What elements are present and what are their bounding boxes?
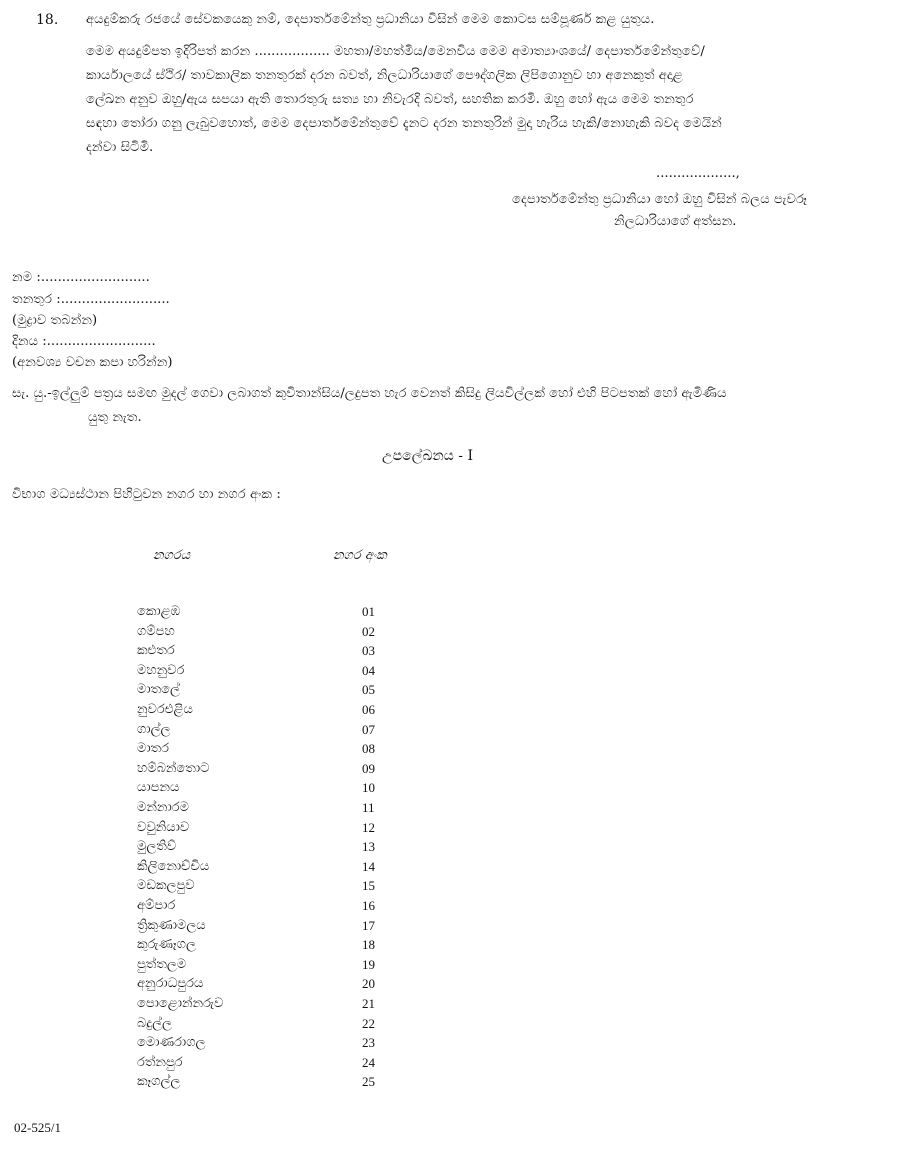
city-name: අනුරාධපුරය bbox=[137, 976, 204, 991]
signature-caption-2: නිලධාරියාගේ අත්සන. bbox=[614, 214, 737, 229]
footer-code: 02-525/1 bbox=[14, 1120, 61, 1135]
city-code: 06 bbox=[362, 702, 375, 717]
note-line-2: යුතු නැත. bbox=[88, 410, 142, 425]
seal-note: (මුද්‍රාව තබන්න) bbox=[12, 313, 98, 328]
centre-intro: විභාග මධ්‍යස්ථාන පිහිටුවන නගර හා නගර අංක : bbox=[12, 487, 281, 502]
city-name: රත්නපුර bbox=[137, 1055, 183, 1070]
city-code: 05 bbox=[362, 682, 375, 697]
city-code: 02 bbox=[362, 624, 375, 639]
city-name: කෑගල්ල bbox=[137, 1074, 181, 1089]
city-code: 08 bbox=[362, 741, 375, 756]
city-name: මඩකලපුව bbox=[137, 878, 195, 893]
city-name: කුරුණෑගල bbox=[137, 937, 196, 952]
city-code: 23 bbox=[362, 1035, 375, 1050]
designation-field: තනතුර :.......................... bbox=[12, 292, 170, 307]
city-name: මහනුවර bbox=[137, 663, 185, 678]
city-name: මොණරාගල bbox=[137, 1035, 206, 1050]
item18-line-5: දන්වා සිටිමි. bbox=[86, 140, 154, 155]
city-name: යාපනය bbox=[137, 780, 180, 795]
item18-intro: අයදුම්කරු රජයේ සේවකයෙකු නම්, දෙපාර්තමේන්තු ප්‍රධානියා විසින් මෙම කොටස සම්පූර්ණ කළ යුතුය. bbox=[86, 12, 655, 27]
city-code: 11 bbox=[362, 800, 375, 815]
city-name: කළුතර bbox=[137, 643, 175, 658]
city-code: 12 bbox=[362, 820, 375, 835]
city-name: වවුනියාව bbox=[137, 820, 190, 835]
city-name: අම්පාර bbox=[137, 898, 176, 913]
item18-line-1: මෙම අයදුම්පත ඉදිරිපත් කරන .................. මහතා/මහත්මිය/මෙනවිය මෙම අමාත්‍යාංශයේ/ දෙපාර්තමේන්තුවේ/ bbox=[86, 44, 705, 59]
city-code: 03 bbox=[362, 643, 375, 658]
city-name: කොළඹ bbox=[137, 604, 181, 619]
city-name: මුලතිව් bbox=[137, 839, 177, 854]
signature-caption-1: දෙපාර්තමේන්තු ප්‍රධානියා හෝ ඔහු විසින් බලය පැවරූ bbox=[512, 192, 807, 207]
city-code: 19 bbox=[362, 957, 375, 972]
city-code: 07 bbox=[362, 722, 375, 737]
column-header-city: නගරය bbox=[153, 548, 191, 563]
city-name: ගම්පහ bbox=[137, 624, 175, 639]
item18-line-4: සඳහා තෝරා ගනු ලැබුවහොත්, මෙම දෙපාර්තමේන්තුවේ දැනට දරන තනතුරින් මුදා හැරිය හැකි/නොහැකි බවද මෙයින් bbox=[86, 116, 722, 131]
item18-line-3: ලේඛන අනුව ඔහු/ඇය සපයා ඇති තොරතුරු සත්‍ය හා නිවැරදි බවත්, සහතික කරමි. ඔහු හෝ ඇය මෙම තනතුර bbox=[86, 92, 694, 107]
city-code: 20 bbox=[362, 976, 375, 991]
strike-note: (අනවශ්‍ය වචන කපා හරින්න) bbox=[12, 355, 173, 370]
city-code: 21 bbox=[362, 996, 375, 1011]
city-name: බදුල්ල bbox=[137, 1016, 172, 1031]
city-name: මන්නාරම bbox=[137, 800, 189, 815]
city-code: 10 bbox=[362, 780, 375, 795]
city-code: 09 bbox=[362, 761, 375, 776]
city-code: 25 bbox=[362, 1074, 375, 1089]
city-name: නුවරඑළිය bbox=[137, 702, 193, 717]
city-name: මාතර bbox=[137, 741, 170, 756]
city-code: 13 bbox=[362, 839, 375, 854]
note-line-1: සැ. යු.-ඉල්ලුම් පත්‍රය සමඟ මුදල් ගෙවා ලබාගත් කුවිතාන්සිය/ලදුපත හැර වෙනත් කිසිදු ලියවිල්ලක් හෝ එහි පිටපතක් හෝ ඇමිණිය bbox=[12, 386, 727, 401]
city-code: 18 bbox=[362, 937, 375, 952]
date-field: දිනය :.......................... bbox=[12, 334, 156, 349]
annex-title: උපලේඛනය - I bbox=[382, 448, 473, 464]
city-code: 04 bbox=[362, 663, 375, 678]
city-name: කිලිනොච්චිය bbox=[137, 859, 210, 874]
city-code: 01 bbox=[362, 604, 375, 619]
item18-line-2: කාර්යාලයේ ස්ථිර/ තාවකාලික තනතුරක් දරන බවත්, නිලධාරියාගේ පෞද්ගලික ලිපිගොනුව හා අනෙකුත් අදාළ bbox=[86, 68, 683, 83]
city-code: 22 bbox=[362, 1016, 375, 1031]
signature-line: ..................., bbox=[656, 166, 740, 181]
item-number: 18. bbox=[36, 12, 59, 28]
city-code: 17 bbox=[362, 918, 375, 933]
city-name: හම්බන්තොට bbox=[137, 761, 210, 776]
city-code: 14 bbox=[362, 859, 375, 874]
city-name: ත්‍රිකුණාමලය bbox=[137, 918, 206, 933]
city-code: 15 bbox=[362, 878, 375, 893]
city-name: පොළොන්නරුව bbox=[137, 996, 224, 1011]
column-header-code: නගර අංක bbox=[333, 548, 387, 563]
city-code: 24 bbox=[362, 1055, 375, 1070]
city-name: ගාල්ල bbox=[137, 722, 171, 737]
city-name: පුත්තලම bbox=[137, 957, 187, 972]
city-code: 16 bbox=[362, 898, 375, 913]
city-name: මාතලේ bbox=[137, 682, 180, 697]
name-field: නම :.......................... bbox=[12, 270, 150, 285]
